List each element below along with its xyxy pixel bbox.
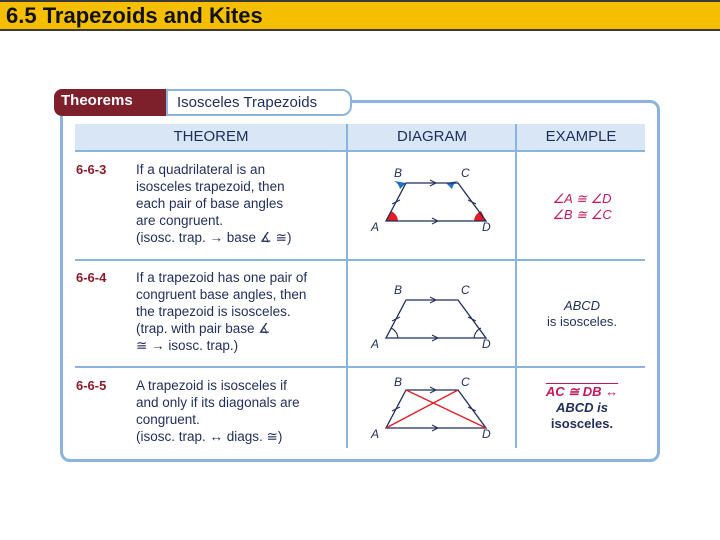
topic-tab-label: Isosceles Trapezoids: [177, 94, 318, 111]
theorem-line: If a trapezoid has one pair of: [136, 270, 308, 285]
header-theorem: THEOREM: [173, 128, 249, 145]
vertex-label: B: [394, 166, 403, 180]
example-line: is isosceles.: [546, 314, 618, 329]
example-cell: [520, 298, 644, 330]
table-header: [75, 124, 645, 150]
vertex-label: A: [371, 427, 380, 441]
theorem-number: 6-6-5: [76, 378, 107, 393]
vertex-label: C: [461, 375, 470, 389]
theorem-line: and only if its diagonals are: [136, 395, 300, 410]
row-divider: [75, 366, 645, 368]
theorem-line: A trapezoid is isosceles if: [136, 378, 287, 393]
column-divider: [515, 124, 517, 448]
example-line: isosceles.: [550, 416, 614, 431]
vertex-label: B: [394, 283, 403, 297]
theorem-number: 6-6-3: [76, 162, 107, 177]
vertex-label: C: [461, 166, 470, 180]
theorem-line: congruent base angles, then: [136, 287, 307, 302]
theorem-text: [136, 161, 346, 246]
slide-title: 6.5 Trapezoids and Kites: [6, 3, 263, 28]
vertex-label: B: [394, 375, 403, 389]
example-line: AC ≅ DB ↔: [545, 384, 619, 399]
angle-c-mark: [446, 181, 458, 189]
angle-a-arc: [391, 328, 398, 338]
row-divider: [75, 259, 645, 261]
vertex-label: A: [371, 337, 380, 351]
topic-tab: [166, 89, 352, 116]
congruence-tick: [468, 407, 476, 411]
theorem-line: each pair of base angles: [136, 196, 284, 211]
vertex-label: A: [371, 220, 380, 234]
congruence-tick: [468, 317, 476, 321]
theorem-line: are congruent.: [136, 213, 224, 228]
header-example: EXAMPLE: [545, 128, 617, 145]
theorem-number: 6-6-4: [76, 270, 107, 285]
vertex-label: D: [482, 427, 491, 441]
theorem-text: [136, 269, 346, 354]
congruence-tick: [468, 200, 476, 204]
example-cell: [520, 384, 644, 432]
theorem-line: isosceles trapezoid, then: [136, 179, 285, 194]
theorem-line: ≅ → isosc. trap.): [136, 338, 239, 353]
trapezoid-diagram-base-angles: [366, 282, 502, 362]
vertex-label: C: [461, 283, 470, 297]
congruence-tick: [392, 407, 400, 411]
example-line: ABCD: [563, 298, 601, 313]
vertex-label: D: [482, 220, 491, 234]
trapezoid-diagram-diagonals: [366, 372, 502, 452]
theorems-tab-label: Theorems: [61, 92, 133, 109]
trapezoid-diagram-angles: [366, 165, 502, 245]
vertex-label: D: [482, 337, 491, 351]
theorem-line: the trapezoid is isosceles.: [136, 304, 291, 319]
theorem-line: (isosc. trap. ↔ diags. ≅): [136, 429, 283, 444]
theorem-line: (isosc. trap. → base ∡ ≅): [136, 230, 292, 245]
theorems-tab: [54, 89, 168, 116]
theorem-line: If a quadrilateral is an: [136, 162, 266, 177]
theorem-line: (trap. with pair base ∡: [136, 321, 271, 336]
slide-title-bar: [0, 0, 720, 31]
header-diagram: DIAGRAM: [396, 128, 467, 145]
example-line: ∠B ≅ ∠C: [552, 207, 612, 222]
congruence-tick: [392, 200, 400, 204]
angle-a-mark: [386, 211, 398, 221]
theorem-text: [136, 377, 346, 445]
header-divider: [75, 150, 645, 152]
column-divider: [346, 124, 348, 448]
congruence-tick: [392, 317, 400, 321]
example-line: ABCD is: [555, 400, 608, 415]
example-line: ∠A ≅ ∠D: [552, 191, 612, 206]
example-cell: [520, 191, 644, 223]
theorem-line: congruent.: [136, 412, 200, 427]
